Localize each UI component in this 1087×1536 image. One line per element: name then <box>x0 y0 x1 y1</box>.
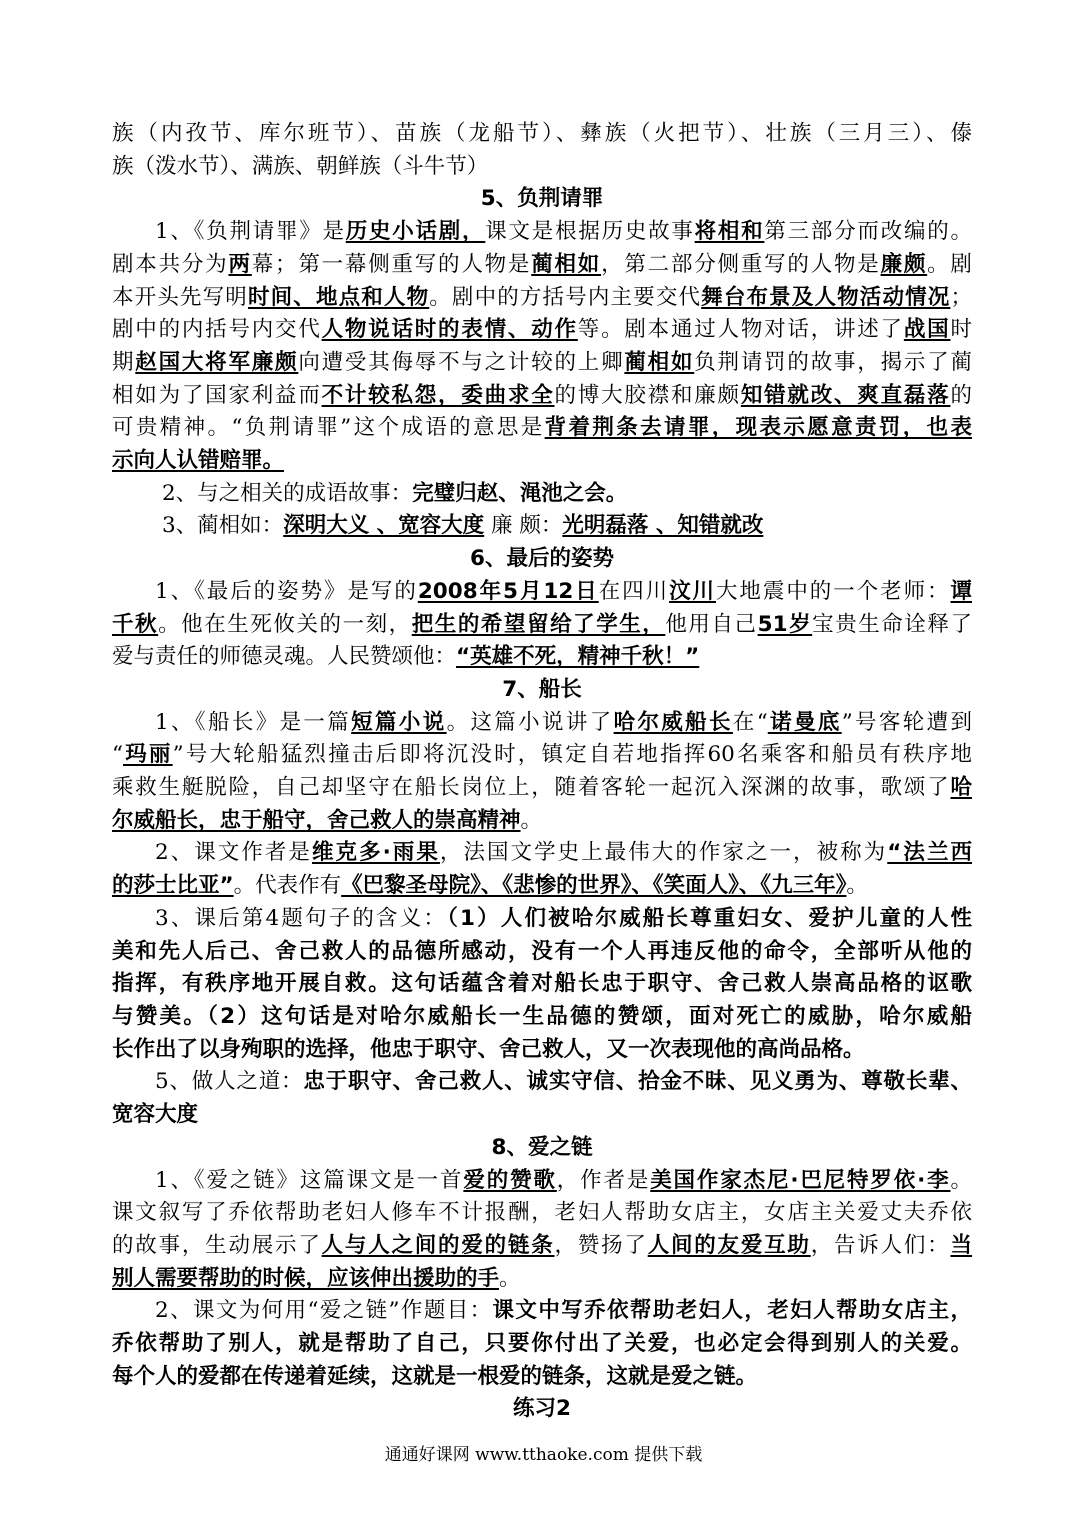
section-title <box>112 1393 972 1426</box>
underlined-key-phrase: 《巴黎圣母院》、《悲惨的世界》、《笑面人》、《九三年》 <box>341 873 847 899</box>
text-run: 2、课文为何用“爱之链”作题目： <box>155 1298 493 1324</box>
text-run: 乔依帮助了别人，就是帮助了自己，只要你付出了关爱，也必定会得到别人的关爱。 <box>112 1331 972 1357</box>
text-run: 的 <box>950 382 972 408</box>
underlined-key-phrase: 深明大义 、宽容大度 <box>283 513 485 539</box>
underlined-key-phrase: 千秋 <box>112 611 159 637</box>
text-run: 大地震中的一个老师： <box>715 578 951 604</box>
underlined-key-phrase: 人物说话时的表情、动作 <box>321 317 578 343</box>
text-line <box>112 1361 972 1394</box>
underlined-key-phrase: 爱的赞歌 <box>463 1167 557 1193</box>
text-line <box>112 1034 972 1067</box>
underlined-key-phrase: 时间、地点和人物 <box>247 284 430 310</box>
text-run: 相如为了国家利益而 <box>112 382 322 408</box>
underlined-key-phrase: 人间的友爱互助 <box>647 1232 811 1258</box>
text-run: 他用自己 <box>665 611 758 637</box>
text-run: 1、《船长》是一篇 <box>155 709 352 735</box>
text-run: 。代表作有 <box>233 873 342 899</box>
underlined-key-phrase: 不计较私怨，委曲求全 <box>321 382 555 408</box>
text-line <box>112 249 972 282</box>
text-line <box>112 936 972 969</box>
text-run: 族（内孜节、库尔班节）、苗族（龙船节）、彝族（火把节）、壮族（三月三）、傣 <box>112 121 972 146</box>
text-line <box>112 870 972 903</box>
text-run: 。他在生死攸关的一刻， <box>158 611 412 637</box>
text-run: 负荆请罚的故事，揭示了蔺 <box>694 349 972 375</box>
text-run: 课文叙写了乔依帮助老妇人修车不计报酬，老妇人帮助女店主，女店主关爱丈夫乔依 <box>112 1200 972 1226</box>
underlined-key-phrase: “英雄不死，精神千秋！” <box>456 644 700 670</box>
underlined-key-phrase: 历史小话剧， <box>345 219 486 245</box>
text-line <box>112 739 972 772</box>
underlined-key-phrase: 把生的希望留给了学生， <box>411 611 666 637</box>
text-run: ，作者是 <box>556 1167 651 1193</box>
text-line <box>112 1263 972 1296</box>
text-run: 。 <box>950 1167 972 1193</box>
underlined-key-phrase: 示向人认错赔罪。 <box>112 448 285 474</box>
underlined-key-phrase: 美国作家杰尼·巴尼特罗依·李 <box>650 1167 951 1193</box>
underlined-key-phrase: 背着荆条去请罪，现表示愿意责罚，也表 <box>544 415 972 441</box>
bold-phrase: 课文中写乔依帮助老妇人，老妇人帮助女店主， <box>492 1298 972 1324</box>
text-run: 7、船长 <box>502 676 582 702</box>
text-run: 。剧中的方括号内主要交代 <box>429 284 702 310</box>
underlined-key-phrase: 别人需要帮助的时候，应该伸出援助的手 <box>112 1265 500 1291</box>
text-run: ，法国文学史上最伟大的作家之一，被称为 <box>439 840 888 866</box>
section-title <box>112 183 972 216</box>
bold-phrase: （1）人们被哈尔威船长尊重妇女、爱护儿童的人性 <box>447 905 972 931</box>
text-run: 时 <box>950 317 972 343</box>
text-line <box>112 347 972 380</box>
underlined-key-phrase: 蔺相如 <box>624 349 695 375</box>
text-run: 剧本共分为 <box>112 251 229 277</box>
text-line <box>112 609 972 642</box>
text-line <box>112 903 972 936</box>
underlined-key-phrase: 尔威船长，忠于船守，舍己救人的崇高精神 <box>112 807 521 833</box>
text-line <box>112 805 972 838</box>
text-line <box>112 445 972 478</box>
text-run: 在四川 <box>598 578 670 604</box>
text-run: 宽容大度 <box>112 1102 199 1128</box>
text-run: 乘救生艇脱险，自己却坚守在船长岗位上，随着客轮一起沉入深渊的故事，歌颂了 <box>112 775 951 801</box>
text-run: 剧中的内括号内交代 <box>112 317 322 343</box>
text-line <box>112 968 972 1001</box>
text-line <box>112 380 972 413</box>
underlined-key-phrase: 光明磊落 、知错就改 <box>562 513 764 539</box>
underlined-key-phrase: 汶川 <box>669 578 716 604</box>
text-run: ”号大轮船猛烈撞击后即将沉没时，镇定自若地指挥60名乘客和船员有秩序地 <box>172 742 972 768</box>
text-run: 指挥，有秩序地开展自救。这句话蕴含着对船长忠于职守、舍己救人崇高品格的讴歌 <box>112 971 972 997</box>
underlined-key-phrase: 舞台布景及人物活动情况 <box>701 284 951 310</box>
text-run: 美和先人后己、舍己救人的品德所感动，没有一个人再违反他的命令，全部听从他的 <box>112 938 972 964</box>
text-run: 宝贵生命诠释了 <box>812 611 972 637</box>
underlined-key-phrase: 蔺相如 <box>531 251 602 277</box>
text-run: 。这篇小说讲了 <box>446 709 614 735</box>
text-run: 2、课文作者是 <box>155 840 312 866</box>
text-run: 5、负荆请罪 <box>480 186 604 212</box>
text-run: 可贵精神。“负荆请罪”这个成语的意思是 <box>112 415 545 441</box>
bold-phrase: 完璧归赵、渑池之会。 <box>412 480 628 506</box>
text-run: 。 <box>846 873 868 899</box>
underlined-key-phrase: 诺曼底 <box>767 709 842 735</box>
text-run: “ <box>112 742 123 768</box>
underlined-key-phrase: 51岁 <box>757 611 813 637</box>
text-run: 3、课后第4题句子的含义： <box>155 905 448 931</box>
text-run: 2、与之相关的成语故事： <box>162 480 413 506</box>
text-run: 1、《最后的姿势》是写的 <box>155 578 418 604</box>
text-line <box>112 1230 972 1263</box>
text-run: ； <box>950 284 972 310</box>
underlined-key-phrase: 的莎士比亚” <box>112 873 234 899</box>
text-run: 。 <box>499 1265 521 1291</box>
underlined-key-phrase: 廉颇 <box>880 251 928 277</box>
text-run: 本开头先写明 <box>112 284 248 310</box>
text-line <box>112 510 972 543</box>
text-run: 。 <box>520 807 543 833</box>
text-line <box>112 772 972 805</box>
text-run: ，告诉人们： <box>810 1232 951 1258</box>
text-run: 族（泼水节）、满族、朝鲜族（斗牛节） <box>112 153 489 179</box>
text-line <box>112 478 972 511</box>
section-title <box>112 543 972 576</box>
text-line <box>112 1001 972 1034</box>
underlined-key-phrase: 将相和 <box>694 219 765 245</box>
text-line <box>112 118 972 151</box>
text-run: 幕；第一幕侧重写的人物是 <box>251 251 532 277</box>
text-run: 廉 颇： <box>484 513 563 539</box>
section-title <box>112 1132 972 1165</box>
section-title <box>112 674 972 707</box>
text-line <box>112 707 972 740</box>
text-run: 长作出了以身殉职的选择，他忠于职守、舍己救人，又一次表现他的高尚品格。 <box>112 1036 865 1062</box>
text-run: 在“ <box>732 709 768 735</box>
underlined-key-phrase: 哈尔威船长 <box>613 709 733 735</box>
text-run: 每个人的爱都在传递着延续，这就是一根爱的链条，这就是爱之链。 <box>112 1363 758 1389</box>
underlined-key-phrase: 战国 <box>903 317 951 343</box>
text-line <box>112 1066 972 1099</box>
text-run: 。剧 <box>927 251 972 277</box>
text-line <box>112 1328 972 1361</box>
underlined-key-phrase: 当 <box>950 1232 972 1258</box>
text-run: 5、做人之道： <box>155 1069 304 1095</box>
text-run: 3、蔺相如： <box>162 513 284 539</box>
text-run: 向遭受其侮辱不与之计较的上卿 <box>298 349 625 375</box>
document-body <box>112 118 972 1426</box>
text-line <box>112 1099 972 1132</box>
text-line <box>112 216 972 249</box>
text-line <box>112 282 972 315</box>
text-run: ，第二部分侧重写的人物是 <box>601 251 881 277</box>
text-run: 1、《负荆请罪》是 <box>155 219 346 245</box>
text-line <box>112 641 972 674</box>
text-run: 6、最后的姿势 <box>470 546 614 572</box>
text-run: 8、爱之链 <box>491 1134 593 1160</box>
underlined-key-phrase: 玛丽 <box>123 742 173 768</box>
bold-phrase: 忠于职守、舍己救人、诚实守信、拾金不昧、见义勇为、尊敬长辈、 <box>303 1069 972 1095</box>
text-run: 的故事，生动展示了 <box>112 1232 322 1258</box>
text-run: 课文是根据历史故事 <box>485 219 695 245</box>
text-run: 第三部分而改编的。 <box>764 219 972 245</box>
text-run: ”号客轮遭到 <box>841 709 972 735</box>
underlined-key-phrase: 短篇小说 <box>351 709 447 735</box>
text-line <box>112 314 972 347</box>
text-run: 练习2 <box>513 1396 571 1422</box>
underlined-key-phrase: 赵国大将军廉颇 <box>135 349 299 375</box>
underlined-key-phrase: 两 <box>228 251 252 277</box>
page-footer: 通通好课网 www.tthaoke.com 提供下载 <box>384 1445 703 1465</box>
text-line <box>112 576 972 609</box>
text-line <box>112 1165 972 1198</box>
underlined-key-phrase: 维克多·雨果 <box>311 840 440 866</box>
text-line <box>112 412 972 445</box>
text-line <box>112 837 972 870</box>
underlined-key-phrase: 谭 <box>950 578 972 604</box>
underlined-key-phrase: 哈 <box>950 775 972 801</box>
text-line <box>112 1197 972 1230</box>
text-run: 爱与责任的师德灵魂。人民赞颂他： <box>112 644 457 670</box>
text-run: 的博大胶襟和廉颇 <box>554 382 741 408</box>
underlined-key-phrase: 人与人之间的爱的链条 <box>321 1232 555 1258</box>
text-run: ，赞扬了 <box>554 1232 648 1258</box>
underlined-key-phrase: “法兰西 <box>887 840 972 866</box>
underlined-key-phrase: 知错就改、爽直磊落 <box>740 382 951 408</box>
text-run: 期 <box>112 349 136 375</box>
text-run: 与赞美。（2）这句话是对哈尔威船长一生品德的赞颂，面对死亡的威胁，哈尔威船 <box>112 1003 972 1029</box>
text-line <box>112 151 972 184</box>
underlined-key-phrase: 2008年5月12日 <box>417 578 599 604</box>
text-run: 1、《爱之链》这篇课文是一首 <box>155 1167 464 1193</box>
text-line <box>112 1295 972 1328</box>
text-run: 等。剧本通过人物对话，讲述了 <box>577 317 904 343</box>
